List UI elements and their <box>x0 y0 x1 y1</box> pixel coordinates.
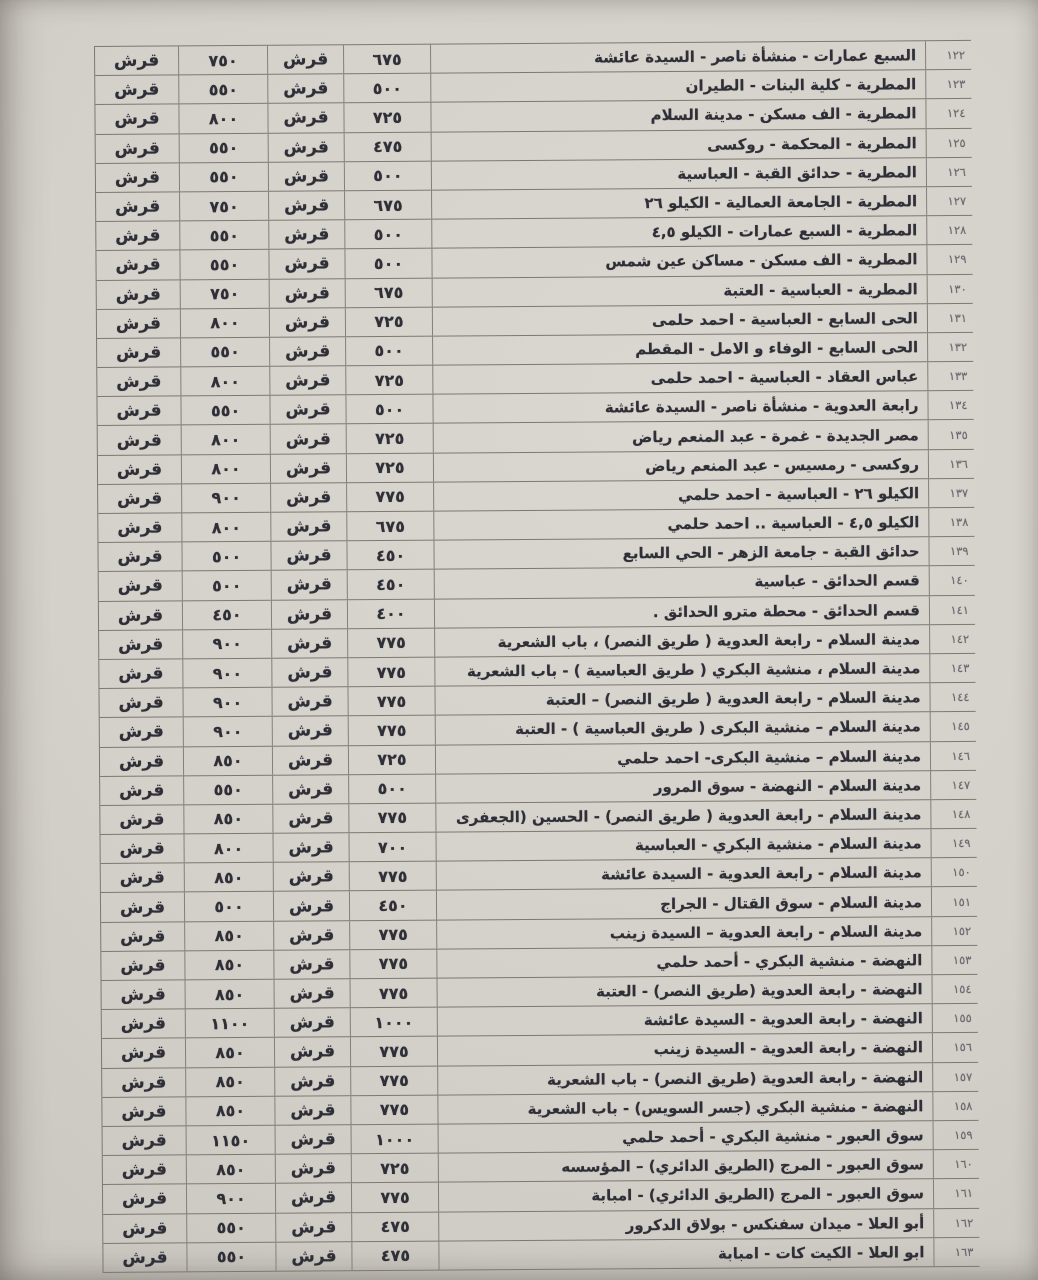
fare2-cell: ٥٥٠ <box>180 133 269 162</box>
fare2-cell: ٥٥٠ <box>184 775 273 804</box>
fare1-cell: ٥٠٠ <box>345 161 432 190</box>
row-number-cell: ١٤٤ <box>950 690 970 705</box>
fare-unit-cell: قرش <box>275 1008 351 1037</box>
row-number-cell: ١٣١ <box>948 310 967 325</box>
row-number-cell: ١٦١ <box>954 1186 974 1201</box>
row-number-cell: ١٢٣ <box>946 77 966 92</box>
fare-unit-cell: قرش <box>96 192 180 221</box>
fare1-cell: ٧٧٥ <box>351 1066 438 1095</box>
fare-unit-cell: قرش <box>274 921 350 950</box>
fare-unit-cell: قرش <box>274 892 350 921</box>
row-number-cell: ١٣٩ <box>949 544 969 559</box>
fare2-cell: ٥٥٠ <box>179 75 268 104</box>
fare2-cell: ٧٥٠ <box>179 46 268 75</box>
fare-unit-cell: قرش <box>99 689 183 718</box>
fare2-cell: ٨٠٠ <box>182 513 271 542</box>
fare-unit-cell: قرش <box>275 1038 351 1067</box>
fare1-cell: ٦٧٥ <box>344 45 431 74</box>
row-number-cell: ١٣٠ <box>948 281 967 296</box>
fare-unit-cell: قرش <box>97 338 181 367</box>
row-number-cell: ١٥٠ <box>952 865 971 880</box>
fare-unit-cell: قرش <box>272 571 348 600</box>
fare-unit-cell: قرش <box>101 834 185 863</box>
fare1-cell: ٧٢٥ <box>344 103 431 132</box>
route-cell: الكيلو ٤,٥ - العباسية .. احمد حلمي <box>434 508 929 540</box>
route-cell: المطرية - الف مسكن - مساكن عين شمس <box>432 245 927 277</box>
fare2-cell: ٩٠٠ <box>183 688 272 717</box>
fare1-cell: ٧٢٥ <box>347 453 434 482</box>
fare-unit-cell: قرش <box>269 220 345 249</box>
row-number-cell: ١٥٩ <box>954 1127 973 1143</box>
fare-unit-cell: قرش <box>274 862 350 891</box>
fare-unit-cell: قرش <box>273 775 349 804</box>
fare-unit-cell: قرش <box>276 1125 352 1154</box>
fare1-cell: ٤٥٠ <box>350 891 437 920</box>
row-number-cell: ١٥٥ <box>953 1011 972 1026</box>
fare2-cell: ٧٥٠ <box>180 192 269 221</box>
fare-unit-cell: قرش <box>275 1067 351 1096</box>
route-cell: المطرية - العباسية - العتبة <box>433 275 928 307</box>
fare1-cell: ٧٧٥ <box>349 804 436 833</box>
route-cell: المطرية - الجامعة العمالية - الكيلو ٢٦ <box>432 187 927 219</box>
fare2-cell: ٥٠٠ <box>185 892 274 921</box>
fare2-cell: ٩٠٠ <box>183 630 272 659</box>
route-cell: السبع عمارات - منشأة ناصر - السيدة عائشة <box>431 41 926 73</box>
fare1-cell: ٥٠٠ <box>346 337 433 366</box>
route-cell: مدينة السلام - سوق القتال - الجراج <box>437 888 932 920</box>
fare-unit-cell: قرش <box>99 630 183 659</box>
fare2-cell: ٥٥٠ <box>187 1213 276 1242</box>
fare1-cell: ٧٧٥ <box>351 979 438 1008</box>
fare-unit-cell: قرش <box>102 1010 186 1039</box>
fare-unit-cell: قرش <box>270 366 346 395</box>
fare-unit-cell: قرش <box>271 454 347 483</box>
route-cell: سوق العبور - المرج (الطريق الدائري) – المؤسسه <box>439 1150 934 1182</box>
fare2-cell: ٨٥٠ <box>184 805 273 834</box>
fare-unit-cell: قرش <box>270 337 346 366</box>
row-number-cell: ١٢٦ <box>947 164 966 179</box>
route-cell: مدينة السلام - منشية البكري - العباسية <box>437 829 932 861</box>
fare-unit-cell: قرش <box>103 1243 187 1272</box>
row-number-cell: ١٥٧ <box>953 1069 973 1084</box>
route-cell: مدينة السلام - رابعة العدوية ( طريق النصر) - الحسين (الجعفرى <box>436 800 931 832</box>
route-cell: المطرية - المحكمة - روكسى <box>432 129 927 161</box>
route-cell: رابعة العدوية - منشأة ناصر - السيدة عائشة <box>433 391 928 423</box>
fare-unit-cell: قرش <box>269 191 345 220</box>
fare2-cell: ٥٥٠ <box>180 163 269 192</box>
fare1-cell: ٦٧٥ <box>347 512 434 541</box>
route-cell: سوق العبور - المرج (الطريق الدائري) - امبابة <box>439 1179 934 1211</box>
fare-unit-cell: قرش <box>96 163 180 192</box>
route-cell: المطرية - السبع عمارات - الكيلو ٤,٥ <box>432 216 927 248</box>
fare-unit-cell: قرش <box>275 1096 351 1125</box>
row-number-cell: ١٥١ <box>952 894 972 909</box>
fare-unit-cell: قرش <box>271 541 347 570</box>
fare1-cell: ٧٧٥ <box>349 716 436 745</box>
route-cell: الحى السابع - العباسية - احمد حلمى <box>433 304 928 336</box>
fare1-cell: ١٠٠٠ <box>351 1008 438 1037</box>
fare-unit-cell: قرش <box>269 162 345 191</box>
fare1-cell: ٦٧٥ <box>346 278 433 307</box>
fare2-cell: ١١٠٠ <box>186 1009 275 1038</box>
fare-unit-cell: قرش <box>100 718 184 747</box>
row-number-cell: ١٣٧ <box>949 485 969 500</box>
route-cell: النهضة - رابعة العدوية - السيدة عائشة <box>438 1004 933 1036</box>
fare-unit-cell: قرش <box>271 483 347 512</box>
fare1-cell: ٧٠٠ <box>350 833 437 862</box>
fare-unit-cell: قرش <box>100 805 184 834</box>
row-number-cell: ١٣٨ <box>949 515 969 530</box>
row-number-cell: ١٢٩ <box>947 252 967 267</box>
fare1-cell: ٤٧٥ <box>352 1212 439 1241</box>
fare2-cell: ٥٠٠ <box>183 571 272 600</box>
fare-unit-cell: قرش <box>103 1126 187 1155</box>
row-number-cell: ١٦٣ <box>954 1244 974 1259</box>
fare-unit-cell: قرش <box>98 426 182 455</box>
fare1-cell: ٧٧٥ <box>347 482 434 511</box>
fare-unit-cell: قرش <box>274 950 350 979</box>
fare-unit-cell: قرش <box>98 543 182 572</box>
fare2-cell: ٩٠٠ <box>182 484 271 513</box>
route-cell: الكيلو ٢٦ - العباسية - احمد حلمي <box>434 479 929 511</box>
fare1-cell: ٦٧٥ <box>345 191 432 220</box>
route-cell: قسم الحدائق - عباسية <box>435 567 930 599</box>
route-cell: النهضة - رابعة العدوية (طريق النصر) - باب الشعرية <box>438 1063 933 1095</box>
row-number-cell: ١٦٠ <box>954 1157 973 1172</box>
fare1-cell: ٧٢٥ <box>347 424 434 453</box>
row-number-cell: ١٤٩ <box>952 836 971 851</box>
fare1-cell: ٧٧٥ <box>351 1095 438 1124</box>
route-cell: مدينة السلام - رابعة العدوية ( طريق النصر) – العتبة <box>435 683 930 715</box>
fare1-cell: ٤٧٥ <box>352 1241 439 1270</box>
fare2-cell: ٨٥٠ <box>185 951 274 980</box>
fare2-cell: ٥٥٠ <box>187 1242 276 1271</box>
row-number-cell: ١٣٥ <box>949 427 968 442</box>
row-number-cell: ١٥٤ <box>953 981 972 997</box>
fare1-cell: ٥٠٠ <box>345 249 432 278</box>
row-number-cell: ١٢٢ <box>946 48 966 63</box>
fare1-cell: ٤٠٠ <box>348 599 435 628</box>
fare2-cell: ١١٥٠ <box>187 1126 276 1155</box>
fare-unit-cell: قرش <box>97 397 181 426</box>
fare-unit-cell: قرش <box>97 309 181 338</box>
fare2-cell: ٥٥٠ <box>180 250 269 279</box>
row-number-cell: ١٤٥ <box>951 719 970 734</box>
fare-unit-cell: قرش <box>276 1184 352 1213</box>
fare2-cell: ٨٥٠ <box>185 863 274 892</box>
fare-unit-cell: قرش <box>272 658 348 687</box>
row-number-cell: ١٥٨ <box>953 1098 973 1113</box>
fare1-cell: ٥٠٠ <box>344 74 431 103</box>
row-number-cell: ١٥٢ <box>952 923 972 938</box>
route-cell: مدينة السلام – منشية البكرى- احمد حلمي <box>436 742 931 774</box>
fare2-cell: ٨٠٠ <box>179 104 268 133</box>
fare-unit-cell: قرش <box>276 1242 352 1271</box>
fare1-cell: ٥٠٠ <box>346 395 433 424</box>
row-number-cell: ١٤٨ <box>951 806 971 821</box>
route-cell: سوق العبور - منشية البكري - أحمد حلمي <box>439 1121 934 1153</box>
fare1-cell: ٤٧٥ <box>345 132 432 161</box>
fare-unit-cell: قرش <box>101 922 185 951</box>
route-cell: النهضة - رابعة العدوية (طريق النصر) - العتبة <box>438 975 933 1007</box>
row-number-cell: ١٤٣ <box>950 660 970 676</box>
fare-unit-cell: قرش <box>99 572 183 601</box>
route-cell: النهضة - منشية البكري - أحمد حلمي <box>437 946 932 978</box>
fare-unit-cell: قرش <box>96 134 180 163</box>
fare-table <box>94 40 980 1273</box>
fare-unit-cell: قرش <box>276 1213 352 1242</box>
fare2-cell: ٨٥٠ <box>184 746 273 775</box>
route-cell: الحى السابع - الوفاء و الامل - المقطم <box>433 333 928 365</box>
row-number-cell: ١٢٧ <box>947 193 967 209</box>
row-number-cell: ١٢٨ <box>947 223 967 238</box>
fare-unit-cell: قرش <box>101 951 185 980</box>
fare2-cell: ٨٥٠ <box>186 1097 275 1126</box>
fare-unit-cell: قرش <box>96 251 180 280</box>
row-number-cell: ١٥٣ <box>952 952 972 967</box>
fare-unit-cell: قرش <box>102 980 186 1009</box>
route-cell: مدينة السلام - رابعة العدوية ( طريق النصر) ، باب الشعرية <box>435 625 930 657</box>
row-number-cell: ١٤٧ <box>951 777 971 792</box>
route-cell: مدينة السلام - النهضة - سوق المرور <box>436 771 931 803</box>
fare-unit-cell: قرش <box>275 979 351 1008</box>
route-cell: المطرية - كلية البنات - الطيران <box>431 70 926 102</box>
route-cell: المطرية - حدائق القبة - العباسية <box>432 158 927 190</box>
fare-unit-cell: قرش <box>273 717 349 746</box>
fare-unit-cell: قرش <box>100 776 184 805</box>
fare-unit-cell: قرش <box>270 395 346 424</box>
fare1-cell: ٤٥٠ <box>348 570 435 599</box>
fare2-cell: ٨٠٠ <box>181 367 270 396</box>
fare-unit-cell: قرش <box>98 484 182 513</box>
fare1-cell: ٧٧٥ <box>348 687 435 716</box>
fare1-cell: ٧٧٥ <box>350 949 437 978</box>
fare-unit-cell: قرش <box>98 455 182 484</box>
fare2-cell: ٩٠٠ <box>183 659 272 688</box>
fare-unit-cell: قرش <box>95 46 179 75</box>
fare2-cell: ٥٥٠ <box>181 396 270 425</box>
fare-unit-cell: قرش <box>272 600 348 629</box>
row-number-cell: ١٢٥ <box>947 135 966 150</box>
fare2-cell: ٥٠٠ <box>182 542 271 571</box>
fare2-cell: ٩٠٠ <box>187 1184 276 1213</box>
fare1-cell: ٧٧٥ <box>348 628 435 657</box>
row-number-cell: ١٦٢ <box>954 1215 974 1230</box>
fare1-cell: ٧٢٥ <box>349 745 436 774</box>
fare-unit-cell: قرش <box>97 367 181 396</box>
route-cell: النهضة - منشية البكري (جسر السويس) - باب الشعرية <box>438 1092 933 1124</box>
fare-unit-cell: قرش <box>102 1039 186 1068</box>
fare2-cell: ٨٥٠ <box>186 1038 275 1067</box>
fare-unit-cell: قرش <box>96 222 180 251</box>
fare-unit-cell: قرش <box>100 747 184 776</box>
fare2-cell: ٨٠٠ <box>181 308 270 337</box>
row-number-cell: ١٤٢ <box>950 631 970 646</box>
fare2-cell: ٨٠٠ <box>185 834 274 863</box>
row-number-cell: ١٢٤ <box>946 106 966 121</box>
fare-unit-cell: قرش <box>273 804 349 833</box>
route-cell: روكسى - رمسيس - عبد المنعم رياض <box>434 450 929 482</box>
route-cell: حدائق القبة - جامعة الزهر - الحي السابع <box>434 537 929 569</box>
fare-unit-cell: قرش <box>271 512 347 541</box>
fare-unit-cell: قرش <box>103 1185 187 1214</box>
fare-unit-cell: قرش <box>273 746 349 775</box>
table-row <box>103 1238 979 1273</box>
fare-unit-cell: قرش <box>103 1214 187 1243</box>
route-cell: مدينة السلام - رابعة العدوية – السيدة زينب <box>437 917 932 949</box>
fare-unit-cell: قرش <box>272 629 348 658</box>
fare2-cell: ٨٥٠ <box>185 921 274 950</box>
fare-unit-cell: قرش <box>97 280 181 309</box>
fare-unit-cell: قرش <box>269 133 345 162</box>
route-cell: المطرية - الف مسكن - مدينة السلام <box>431 100 926 132</box>
fare-unit-cell: قرش <box>99 601 183 630</box>
fare2-cell: ٨٥٠ <box>186 1067 275 1096</box>
route-cell: مدينة السلام - رابعة العدوية - السيدة عائشة <box>437 858 932 890</box>
fare-unit-cell: قرش <box>99 659 183 688</box>
fare1-cell: ١٠٠٠ <box>352 1125 439 1154</box>
route-cell: مدينة السلام – منشية البكرى ( طريق العباسية ) - العتبة <box>436 712 931 744</box>
fare1-cell: ٧٢٥ <box>352 1154 439 1183</box>
fare1-cell: ٧٢٥ <box>346 366 433 395</box>
route-cell: ابو العلا - الكيت كات - امبابة <box>439 1238 934 1270</box>
row-number-cell: ١٣٤ <box>948 398 968 413</box>
fare1-cell: ٥٠٠ <box>349 774 436 803</box>
row-number-cell: ١٤٠ <box>950 573 969 588</box>
fare2-cell: ٥٥٠ <box>181 338 270 367</box>
fare2-cell: ٩٠٠ <box>184 717 273 746</box>
fare-unit-cell: قرش <box>272 687 348 716</box>
route-cell: أبو العلا - ميدان سفنكس - بولاق الدكرور <box>439 1209 934 1241</box>
row-number-cell: ١٣٣ <box>948 369 968 384</box>
fare-unit-cell: قرش <box>274 833 350 862</box>
route-cell: مصر الجديدة - غمرة - عبد المنعم رياض <box>434 421 929 453</box>
fare1-cell: ٧٢٥ <box>346 307 433 336</box>
fare-unit-cell: قرش <box>102 1068 186 1097</box>
fare1-cell: ٧٧٥ <box>352 1183 439 1212</box>
fare1-cell: ٤٥٠ <box>347 541 434 570</box>
fare2-cell: ٨٥٠ <box>186 980 275 1009</box>
row-number-cell: ١٤٦ <box>951 748 971 763</box>
fare1-cell: ٥٠٠ <box>345 220 432 249</box>
fare-unit-cell: قرش <box>103 1156 187 1185</box>
fare-unit-cell: قرش <box>268 45 344 74</box>
route-cell: مدينة السلام ، منشية البكري ( طريق العباسية ) - باب الشعرية <box>435 654 930 686</box>
fare-unit-cell: قرش <box>95 76 179 105</box>
row-number-cell: ١٣٦ <box>949 456 968 471</box>
fare-unit-cell: قرش <box>276 1154 352 1183</box>
fare-unit-cell: قرش <box>101 893 185 922</box>
row-number-cell: ١٣٢ <box>948 339 968 355</box>
fare-unit-cell: قرش <box>269 250 345 279</box>
fare2-cell: ٨٠٠ <box>182 454 271 483</box>
fare2-cell: ٨٠٠ <box>182 425 271 454</box>
fare1-cell: ٧٧٥ <box>351 1037 438 1066</box>
fare2-cell: ٧٥٠ <box>181 279 270 308</box>
fare1-cell: ٧٧٥ <box>348 658 435 687</box>
fare2-cell: ٨٥٠ <box>187 1155 276 1184</box>
fare-unit-cell: قرش <box>101 864 185 893</box>
fare-unit-cell: قرش <box>98 513 182 542</box>
row-number-cell: ١٤١ <box>950 602 970 617</box>
fare-unit-cell: قرش <box>268 74 344 103</box>
route-cell: عباس العقاد - العباسية - احمد حلمى <box>433 362 928 394</box>
fare2-cell: ٤٥٠ <box>183 600 272 629</box>
row-number-cell: ١٥٦ <box>953 1040 973 1055</box>
fare2-cell: ٥٥٠ <box>180 221 269 250</box>
route-cell: النهضة - رابعة العدوية - السيدة زينب <box>438 1034 933 1066</box>
fare-unit-cell: قرش <box>270 308 346 337</box>
fare1-cell: ٧٧٥ <box>350 862 437 891</box>
fare-unit-cell: قرش <box>271 425 347 454</box>
route-cell: قسم الحدائق - محطة مترو الحدائق . <box>435 596 930 628</box>
fare-unit-cell: قرش <box>270 279 346 308</box>
fare-unit-cell: قرش <box>268 104 344 133</box>
fare1-cell: ٧٧٥ <box>350 920 437 949</box>
fare-unit-cell: قرش <box>95 105 179 134</box>
fare-unit-cell: قرش <box>102 1097 186 1126</box>
